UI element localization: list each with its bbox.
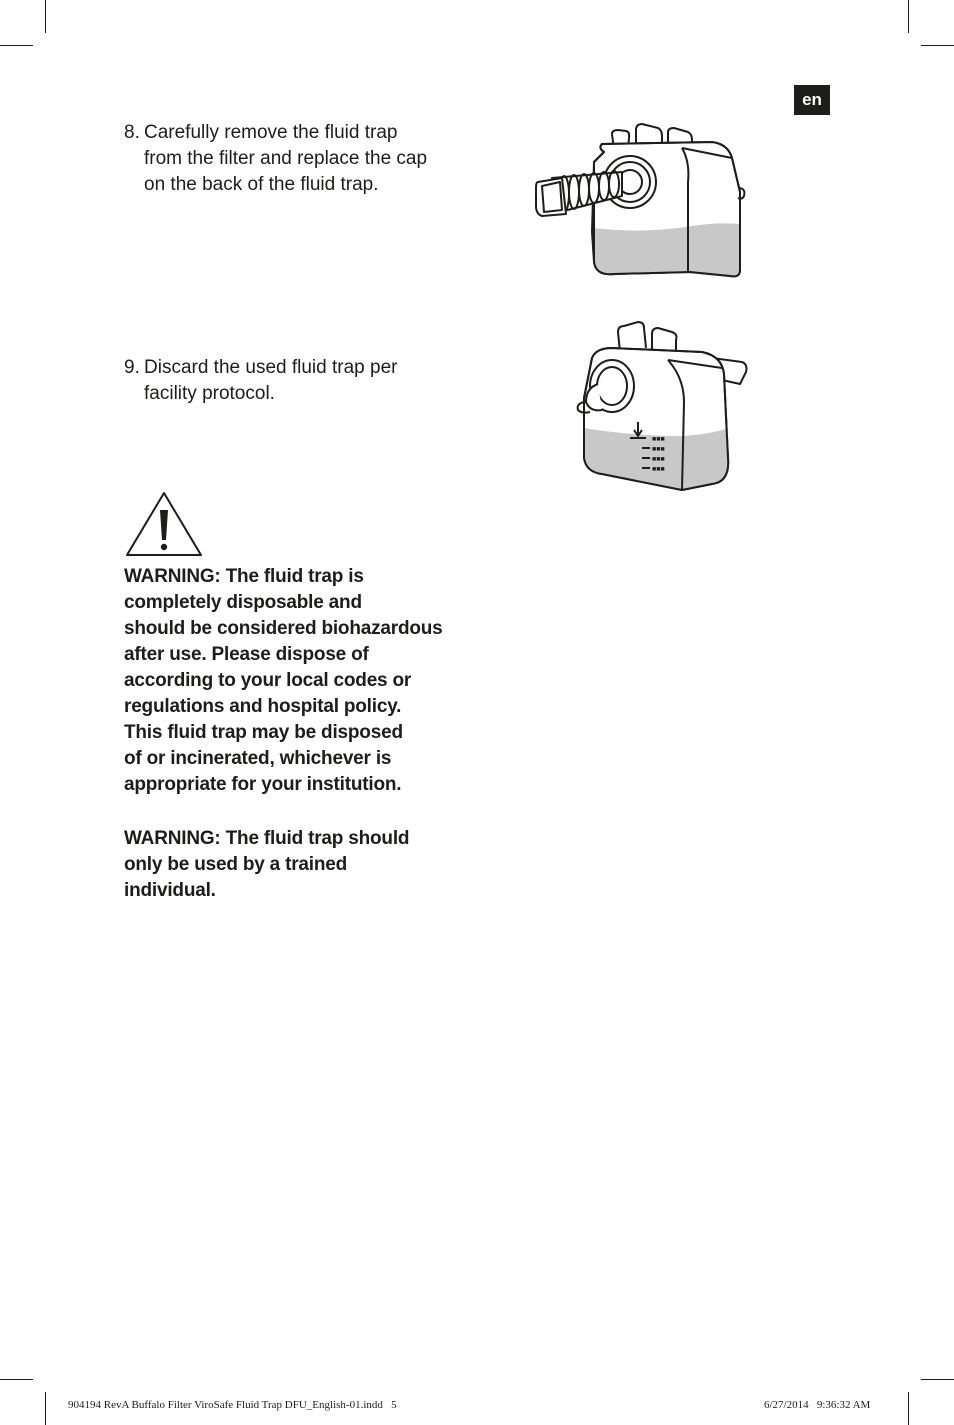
language-badge: en	[794, 85, 830, 115]
fluid-trap-used-illustration	[572, 318, 754, 494]
warning-text: WARNING: The fluid trap should only be used by a trained individual.	[124, 828, 410, 901]
step-text: Carefully remove the fluid trap from the filter and replace the cap on the back of the fluid trap.	[144, 122, 428, 195]
crop-mark	[0, 45, 33, 46]
crop-mark	[921, 45, 954, 46]
crop-mark	[45, 1392, 46, 1425]
crop-mark	[45, 0, 46, 33]
svg-text:■■■: ■■■	[652, 446, 665, 453]
warning-text: WARNING: The fluid trap is completely disposable and should be considered biohazardous after use. Please dispose of according to your local codes or regulations and hospital policy. This fluid trap may be disposed of or incinerated, whichever is appropriate for your institution.	[124, 566, 443, 795]
warning-triangle-icon	[124, 490, 204, 558]
step-number: 9.	[124, 357, 140, 378]
crop-mark	[908, 0, 909, 33]
svg-text:■■■: ■■■	[652, 436, 665, 443]
svg-text:■■■: ■■■	[652, 466, 665, 473]
footer-timestamp: 6/27/2014 9:36:32 AM	[764, 1399, 871, 1411]
crop-mark	[0, 1379, 33, 1380]
footer-file-info: 904194 RevA Buffalo Filter ViroSafe Fluid Trap DFU_English-01.indd 5	[68, 1399, 397, 1411]
instruction-step	[124, 120, 464, 198]
step-text: Discard the used fluid trap per facility protocol.	[144, 357, 398, 404]
crop-mark	[921, 1379, 954, 1380]
instruction-step	[124, 355, 464, 407]
step-number: 8.	[124, 122, 140, 143]
svg-text:■■■: ■■■	[652, 456, 665, 463]
crop-mark	[908, 1392, 909, 1425]
fluid-trap-with-cap-illustration	[532, 122, 756, 282]
